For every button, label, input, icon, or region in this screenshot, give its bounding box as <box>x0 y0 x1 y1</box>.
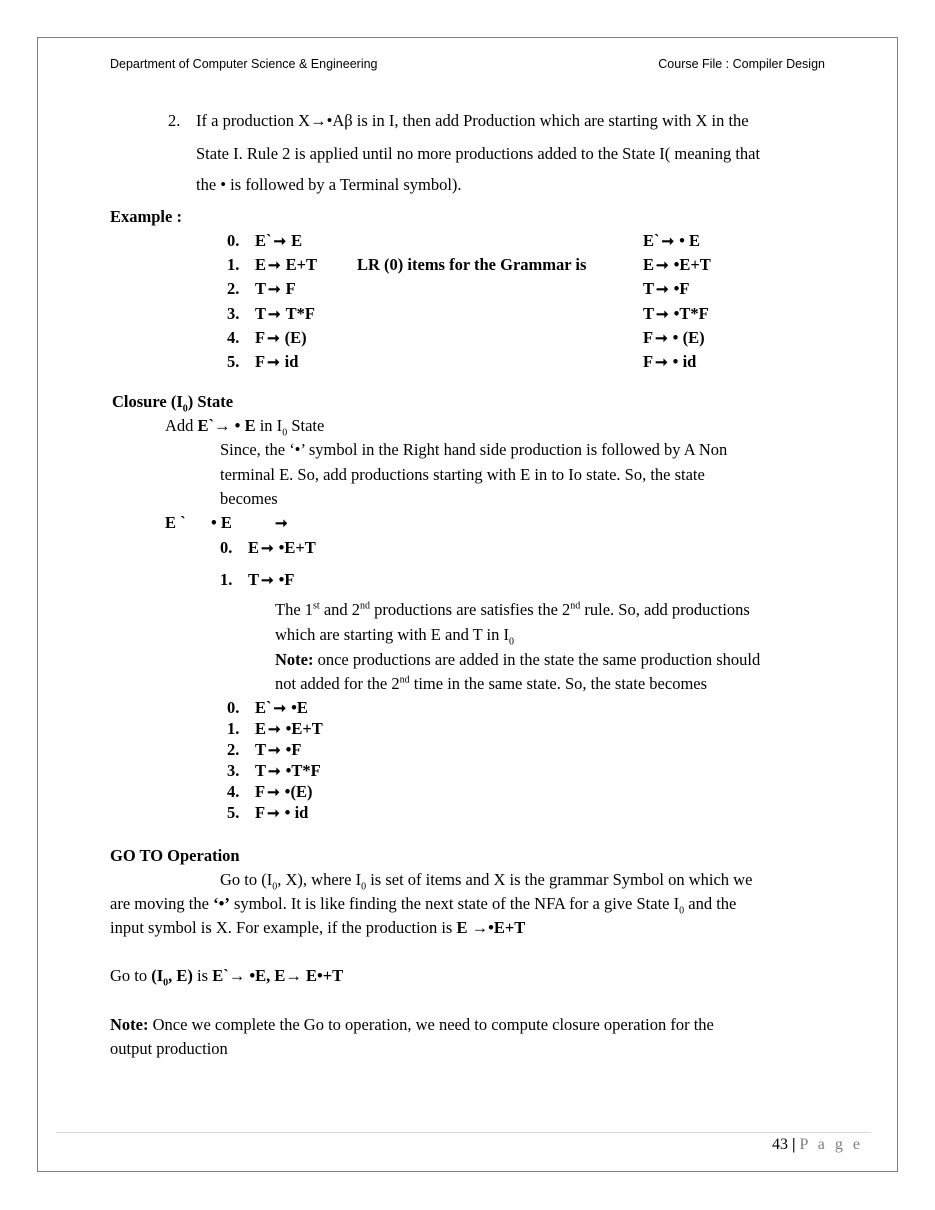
item-lhs: T <box>643 303 655 323</box>
item-rhs: •T*F <box>673 303 709 323</box>
arrow-icon: ➞ <box>267 806 280 822</box>
item-number: 1. <box>227 719 240 738</box>
item-lhs: E <box>643 255 655 275</box>
item-number: 2. <box>227 279 240 299</box>
first-item-row <box>220 570 294 591</box>
rule-line-2: State I. Rule 2 is applied until no more productions added to the State I( meaning that <box>196 144 761 163</box>
arrow-icon: ➞ <box>267 785 280 801</box>
goto-line-2: are moving the ‘•’ symbol. It is like finding the next state of the NFA for a give State $I_0$ and the <box>110 894 737 917</box>
goto-heading: GO TO Operation <box>110 846 240 865</box>
goto-note-2: output production <box>110 1039 228 1058</box>
lr0-item-row <box>643 304 709 325</box>
arrow-icon: ➞ <box>655 330 668 347</box>
footer-divider <box>56 1132 871 1133</box>
item-number: 2. <box>227 740 240 759</box>
closure-heading: Closure $(I_0)$ State <box>112 392 234 415</box>
item-number: 4. <box>227 782 240 801</box>
goto-line-1: Go to ($I_0$, X), where $I_0$ is set of items and X is the grammar Symbol on which we <box>220 870 753 893</box>
item-number: 3. <box>227 761 240 780</box>
arrow-icon: ➞ <box>268 743 281 759</box>
arrow-icon: ➞ <box>661 234 675 250</box>
lr0-item-row <box>643 352 696 373</box>
item-rhs: (E) <box>284 327 307 347</box>
arrow-icon: ➞ <box>268 764 281 780</box>
item-lhs: E` <box>255 698 272 717</box>
lr0-item-row <box>643 231 700 252</box>
goto-note-1: Note: Once we complete the Go to operation, we need to compute closure operation for the <box>110 1015 714 1034</box>
item-rhs: T*F <box>285 303 315 323</box>
item-rhs: •F <box>285 740 302 759</box>
final-item-row <box>227 761 321 782</box>
arrow-icon: ➞ <box>268 282 281 299</box>
item-lhs: T <box>255 279 267 299</box>
final-item-row <box>227 740 301 761</box>
item-rhs: •(E) <box>284 782 313 801</box>
lr0-caption: LR (0) items for the Grammar is <box>357 255 587 274</box>
first-item-row <box>220 538 316 559</box>
item-lhs: F <box>255 352 266 371</box>
item-rhs: •F <box>278 570 295 589</box>
item-rhs: id <box>284 352 299 371</box>
item-lhs: F <box>255 803 266 822</box>
lr0-item-row <box>643 279 689 300</box>
grammar-row <box>227 231 302 252</box>
item-lhs: E <box>248 538 260 557</box>
goto-example: Go to ($I_0$, E) is E`→ •E, E→ E•+T <box>110 966 344 989</box>
item-rhs: • E <box>679 231 700 250</box>
page-number: 43 | P a g e <box>771 1136 863 1153</box>
since-line-3: becomes <box>220 489 278 508</box>
item-number: 4. <box>227 327 240 347</box>
arrow-icon: ➞ <box>267 355 280 371</box>
e-line-lhs: E ` <box>165 513 186 532</box>
item-number: 5. <box>227 352 240 371</box>
arrow-icon: ➞ <box>275 516 288 532</box>
item-number: 1. <box>227 255 240 275</box>
goto-line-3: input symbol is X. For example, if the production is E →•E+T <box>110 918 526 937</box>
item-rhs: E+T <box>285 255 318 275</box>
item-lhs: E` <box>255 231 272 250</box>
rule-number: 2. <box>168 111 181 130</box>
para-line-2: which are starting with E and T in $I_0$ <box>275 625 515 648</box>
item-lhs: F <box>255 327 266 347</box>
arrow-icon: ➞ <box>268 722 281 738</box>
since-line-2: terminal E. So, add productions starting with E in to Io state. So, the state <box>220 465 705 484</box>
arrow-icon: ➞ <box>656 306 669 323</box>
item-lhs: T <box>255 740 267 759</box>
item-lhs: T <box>255 303 267 323</box>
header-department: Department of Computer Science & Engineering <box>110 57 378 71</box>
example-heading: Example : <box>110 207 182 226</box>
item-rhs: •F <box>673 279 690 299</box>
arrow-icon: ➞ <box>655 355 668 371</box>
e-line-rhs: • E <box>211 513 232 532</box>
grammar-row <box>227 255 317 276</box>
final-item-row <box>227 719 323 740</box>
since-line-1: Since, the ‘•’ symbol in the Right hand side production is followed by A Non <box>220 440 728 459</box>
item-lhs: T <box>248 570 260 589</box>
arrow-icon: ➞ <box>273 234 287 250</box>
item-number: 3. <box>227 303 240 323</box>
rule-line-3: the • is followed by a Terminal symbol). <box>196 175 462 194</box>
item-rhs: •T*F <box>285 761 321 780</box>
lr0-item-row <box>643 328 705 349</box>
item-rhs: •E+T <box>278 538 316 557</box>
arrow-icon: ➞ <box>268 258 281 275</box>
grammar-row <box>227 304 315 325</box>
final-item-row <box>227 782 312 803</box>
final-item-row <box>227 803 308 824</box>
arrow-icon: ➞ <box>267 330 280 347</box>
item-rhs: E <box>291 231 303 250</box>
arrow-icon: ➞ <box>268 306 281 323</box>
item-number: 1. <box>220 570 233 589</box>
arrow-icon: ➞ <box>261 573 274 589</box>
grammar-row <box>227 352 298 373</box>
item-number: 5. <box>227 803 240 822</box>
closure-add-line: Add E`→ • E in $I_0$ State <box>165 416 325 439</box>
item-rhs: •E+T <box>285 719 323 738</box>
para-line-1: The 1st and 2nd productions are satisfies the 2nd rule. So, add productions <box>275 600 750 619</box>
item-lhs: F <box>643 352 654 371</box>
grammar-row <box>227 328 307 349</box>
item-number: 0. <box>227 231 240 250</box>
item-lhs: E` <box>643 231 660 250</box>
arrow-icon: ➞ <box>656 258 669 275</box>
item-lhs: E <box>255 255 267 275</box>
item-lhs: T <box>643 279 655 299</box>
arrow-icon: ➞ <box>273 701 287 717</box>
item-rhs: F <box>285 279 296 299</box>
arrow-icon: ➞ <box>261 541 274 557</box>
header-course: Course File : Compiler Design <box>658 57 825 71</box>
note-line-1: Note: once productions are added in the state the same production should <box>275 650 761 669</box>
item-number: 0. <box>227 698 240 717</box>
item-lhs: E <box>255 719 267 738</box>
item-rhs: • id <box>284 803 309 822</box>
rule-line-1: If a production X→•Aβ is in I, then add Production which are starting with X in the <box>196 111 749 130</box>
lr0-item-row <box>643 255 711 276</box>
item-rhs: •E <box>291 698 308 717</box>
item-rhs: • id <box>672 352 697 371</box>
item-rhs: • (E) <box>672 327 705 347</box>
item-lhs: T <box>255 761 267 780</box>
arrow-icon: ➞ <box>656 282 669 299</box>
item-number: 0. <box>220 538 233 557</box>
item-lhs: F <box>643 327 654 347</box>
item-rhs: •E+T <box>673 255 711 275</box>
grammar-row <box>227 279 296 300</box>
final-item-row <box>227 698 308 719</box>
item-lhs: F <box>255 782 266 801</box>
note-line-2: not added for the 2nd time in the same state. So, the state becomes <box>275 674 708 693</box>
